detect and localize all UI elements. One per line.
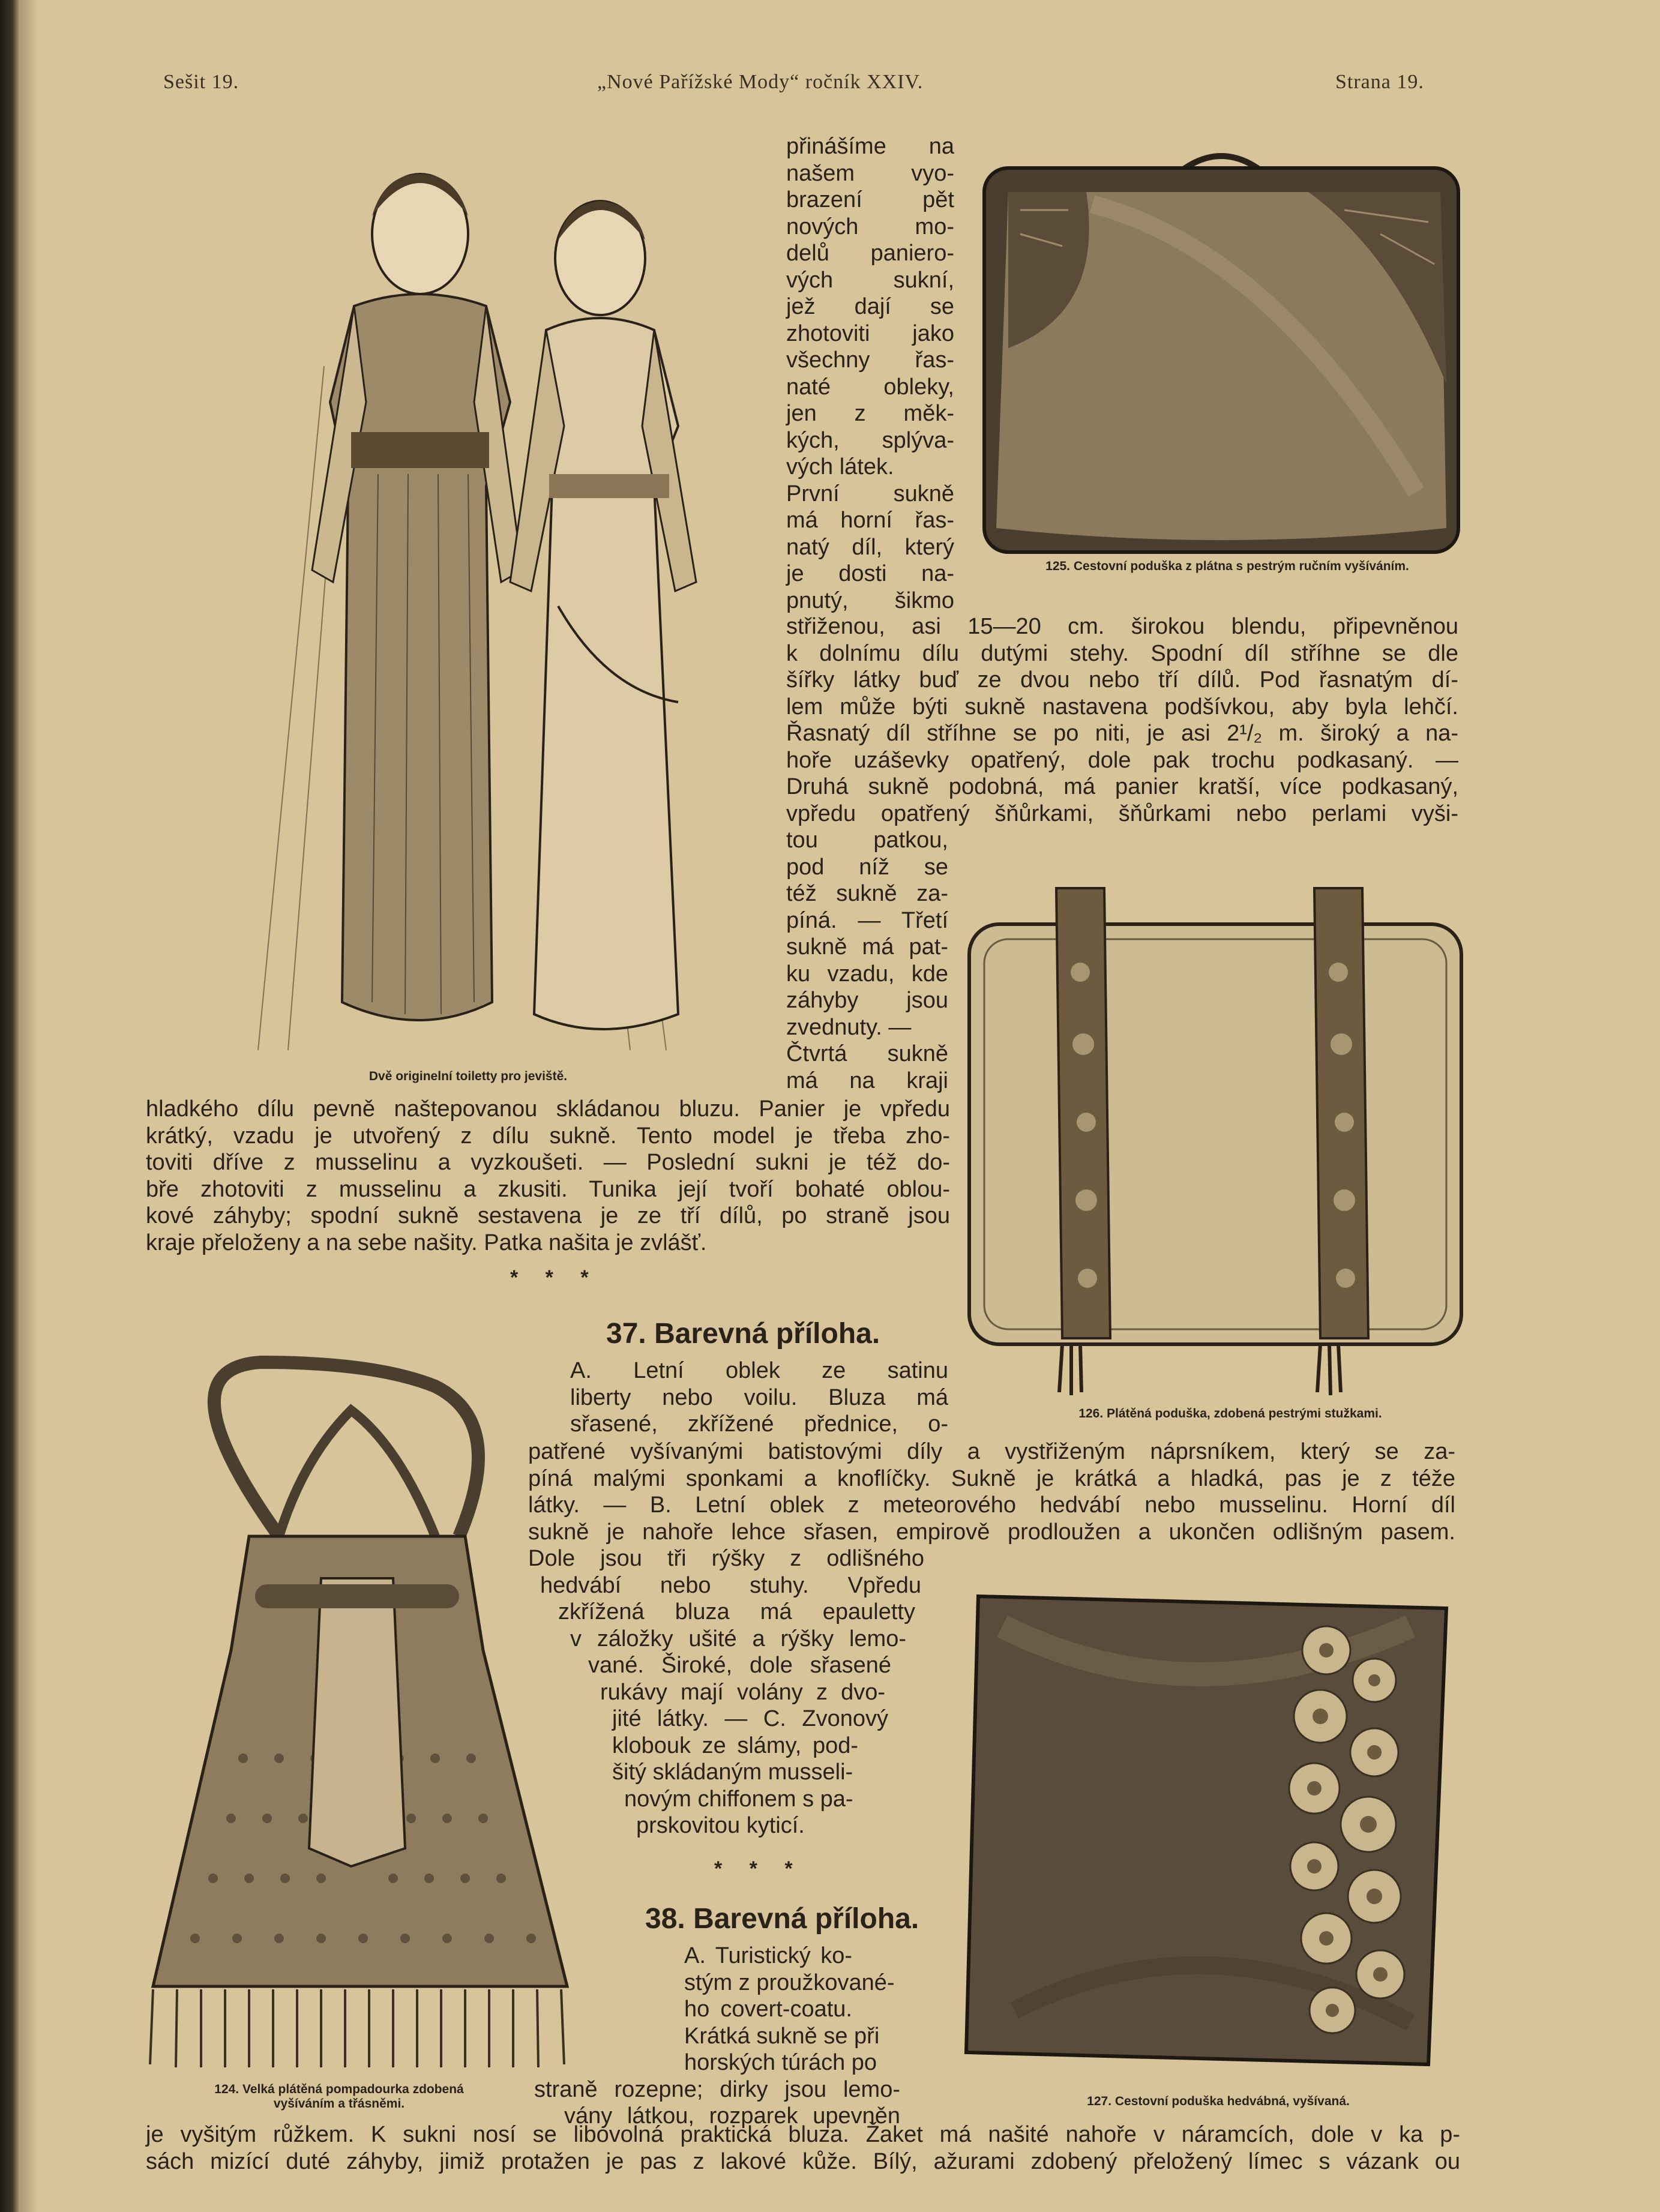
- text-line: liberty nebo voilu. Bluza má: [570, 1384, 948, 1410]
- text-line: Krátká sukně se při: [684, 2023, 880, 2049]
- pompadour-bag-illustration: [123, 1338, 597, 2076]
- book-spine: [0, 0, 20, 2212]
- text-line: hoře uzáševky opatřený, dole pak trochu podkasaný. —: [786, 747, 1458, 773]
- text-line: A. Letní oblek ze satinu: [570, 1358, 948, 1383]
- section-38-column: [534, 1943, 918, 2130]
- header-issue: Sešit 19.: [163, 71, 239, 93]
- text-line: v záložky ušité a rýšky lemo-: [570, 1626, 906, 1651]
- column-mid-1: [786, 613, 1458, 827]
- text-line: též sukně za-: [786, 881, 948, 906]
- text-line: novým chiffonem s pa-: [624, 1786, 853, 1812]
- header-title: „Nové Pařížské Mody“ ročník XXIV.: [597, 71, 924, 93]
- text-line: straně rozepne; dirky jsou lemo-: [534, 2076, 900, 2102]
- text-line: tou patkou,: [786, 828, 948, 853]
- text-line: všechny řas-: [786, 347, 954, 373]
- toilettes-illustration: [222, 150, 774, 1056]
- section-38-heading: 38. Barevná příloha.: [645, 1903, 919, 1935]
- text-line: hedvábí nebo stuhy. Vpředu: [540, 1572, 921, 1598]
- text-line: píná malými sponkami a knoflíčky. Sukně je krátká a hladká, pas je z téže: [528, 1465, 1455, 1491]
- text-line: pod níž se: [786, 854, 948, 880]
- section-37-heading: 37. Barevná příloha.: [606, 1318, 880, 1350]
- text-line: kých, splýva-: [786, 427, 954, 453]
- text-line: je vyšitým růžkem. K sukni nosí se libovolná praktická bluza. Žaket má našité nahoře v náramcích, dole v ka p-: [146, 2122, 1460, 2147]
- caption-toilettes: Dvě originelní toiletty pro jeviště.: [368, 1069, 568, 1083]
- text-line: sřasené, zkřížené přednice, o-: [570, 1411, 948, 1437]
- text-line: je dosti na-: [786, 561, 954, 586]
- text-line: delů paniero-: [786, 241, 954, 266]
- text-line: vých látek.: [786, 454, 894, 479]
- text-line: stým z proužkované-: [684, 1970, 895, 1995]
- text-line: Dole jsou tři rýšky z odlišného: [528, 1546, 924, 1571]
- text-line: šířky látky buď ze dvou nebo tří dílů. Pod řasnatým dí-: [786, 667, 1458, 693]
- text-line: jité látky. — C. Zvonový: [612, 1706, 888, 1731]
- header-page: Strana 19.: [1335, 71, 1424, 93]
- caption-124: [144, 2082, 534, 2111]
- text-line: vých sukní,: [786, 267, 954, 293]
- text-line: rukávy mají volány z dvo-: [600, 1679, 885, 1705]
- text-line: nových mo-: [786, 214, 954, 239]
- text-line: zvednuty. —: [786, 1014, 912, 1040]
- text-line: vpředu opatřený šňůrkami, šňůrkami nebo perlami vyši-: [786, 801, 1458, 826]
- caption-124-line2: vyšíváním a třásněmi.: [273, 2097, 405, 2111]
- caption-125: 125. Cestovní poduška z plátna s pestrým ručním vyšíváním.: [1045, 559, 1409, 573]
- text-line: přinášíme na: [786, 134, 954, 159]
- text-line: zhotoviti jako: [786, 320, 954, 346]
- text-line: klobouk ze slámy, pod-: [612, 1733, 858, 1758]
- text-line: toviti dříve z musselinu a vyzkoušeti. — Poslední sukni je též do-: [146, 1150, 950, 1175]
- column-narrow-1: [786, 133, 954, 614]
- section-37-wide: [528, 1438, 1455, 1545]
- text-line: lem může býti sukně nastavena podšívkou, aby byla lehčí.: [786, 694, 1458, 720]
- text-line: prskovitou kyticí.: [636, 1813, 805, 1838]
- section-37-column: [528, 1545, 960, 1839]
- column-narrow-2: [786, 827, 948, 1094]
- text-line: bře zhotoviti z musselinu a zkusiti. Tunika její tvoří bohaté oblou-: [146, 1176, 950, 1202]
- text-line: sukně má pat-: [786, 934, 948, 960]
- pillow-125-illustration: [972, 132, 1470, 570]
- text-line: Čtvrtá sukně: [786, 1041, 948, 1066]
- caption-124-line1: 124. Velká plátěná pompadourka zdobená: [214, 2082, 464, 2096]
- text-line: naté obleky,: [786, 374, 954, 400]
- text-line: má na kraji: [786, 1068, 948, 1093]
- text-line: patřené vyšívanými batistovými díly a vystřiženým náprsníkem, který se za-: [528, 1439, 1455, 1464]
- page-shadow: [20, 0, 38, 2212]
- text-line: brazení pět: [786, 187, 954, 212]
- text-line: k dolnímu dílu dutými stehy. Spodní díl stříhne se dle: [786, 640, 1458, 666]
- caption-127: 127. Cestovní poduška hedvábná, vyšívaná.: [1087, 2094, 1350, 2108]
- text-line: krátký, vzadu je utvořený z dílu sukně. Tento model je třeba zho-: [146, 1123, 950, 1149]
- separator-stars: * * *: [510, 1266, 600, 1289]
- text-line: šitý skládaným musseli-: [612, 1760, 853, 1785]
- text-line: Druhá sukně podobná, má panier kratší, více podkasaný,: [786, 774, 1458, 799]
- text-line: Řasnatý díl stříhne se po niti, je asi 2¹/₂ m. široký a na-: [786, 721, 1458, 746]
- text-line: kraje přeloženy a na sebe našity. Patka našita je zvlášť.: [146, 1230, 707, 1255]
- column-wide-1: [146, 1096, 950, 1256]
- text-line: vány látkou, rozparek upevněn: [564, 2103, 900, 2129]
- text-line: našem vyo-: [786, 160, 954, 186]
- section-38-wide: [146, 2121, 1460, 2175]
- text-line: sách mizící duté záhyby, jimiž protažen je pas z lakové kůže. Bílý, ažurami zdobený přeložený límec s vázank ou: [146, 2148, 1460, 2174]
- pillow-126-illustration: [960, 864, 1470, 1404]
- text-line: pnutý, šikmo: [786, 588, 954, 613]
- text-line: ho covert-coatu.: [684, 1997, 852, 2022]
- text-line: A. Turistický ko-: [684, 1943, 852, 1968]
- text-line: látky. — B. Letní oblek z meteorového hedvábí nebo musselinu. Horní díl: [528, 1492, 1455, 1518]
- pillow-127-illustration: [954, 1590, 1464, 2082]
- text-line: střiženou, asi 15—20 cm. širokou blendu, připevněnou: [786, 614, 1458, 639]
- text-line: jen z měk-: [786, 401, 954, 426]
- text-line: natý díl, který: [786, 534, 954, 560]
- text-line: vané. Široké, dole sřasené: [588, 1653, 891, 1678]
- text-line: sukně je nahoře lehce sřasen, empirově prodloužen a ukončen odlišným pasem.: [528, 1519, 1455, 1545]
- text-line: záhyby jsou: [786, 988, 948, 1013]
- text-line: ku vzadu, kde: [786, 961, 948, 987]
- separator-stars-2: * * *: [714, 1857, 804, 1880]
- caption-126: 126. Plátěná poduška, zdobená pestrými stužkami.: [1078, 1407, 1382, 1420]
- section-37-narrow: [570, 1357, 948, 1438]
- text-line: píná. — Třetí: [786, 907, 948, 933]
- text-line: zkřížená bluza má epauletty: [558, 1599, 915, 1624]
- text-line: kové záhyby; spodní sukně sestavena je ze tří dílů, po straně jsou: [146, 1203, 950, 1228]
- text-line: hladkého dílu pevně naštepovanou skládanou bluzu. Panier je vpředu: [146, 1096, 950, 1122]
- text-line: horských túrách po: [684, 2050, 877, 2075]
- text-line: jež dají se: [786, 294, 954, 319]
- text-line: První sukně: [786, 481, 954, 506]
- text-line: má horní řas-: [786, 508, 954, 533]
